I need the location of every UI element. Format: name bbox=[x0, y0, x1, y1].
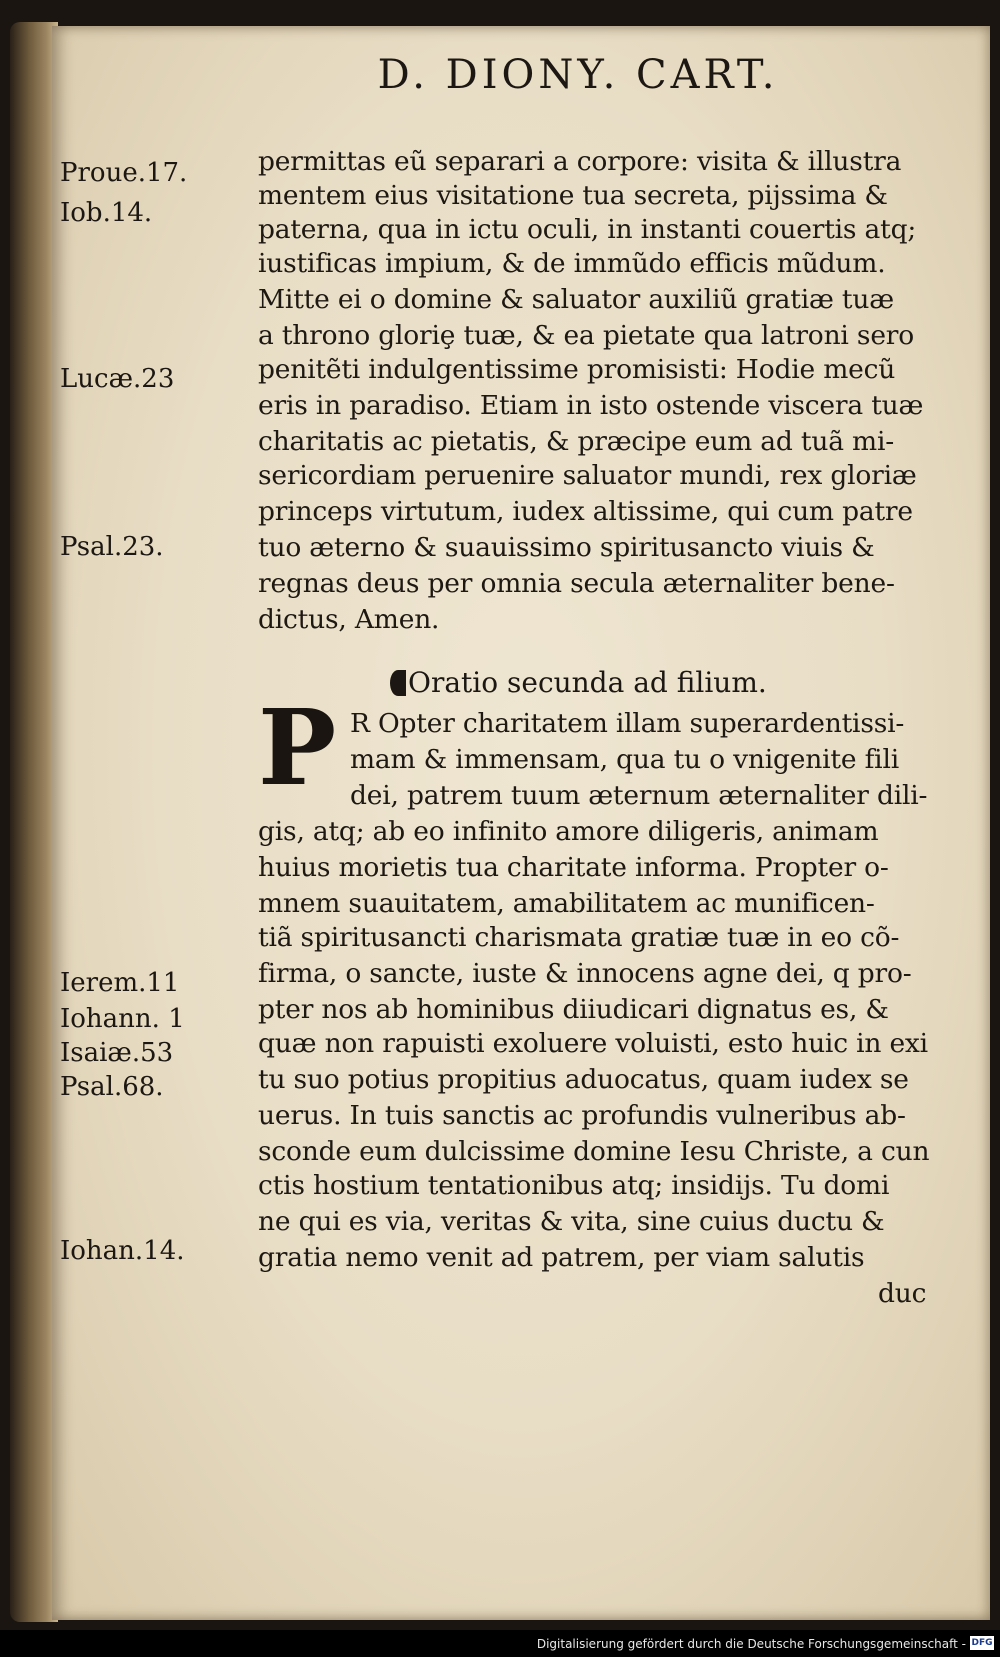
text-line: Mitte ei o domine & saluator auxiliũ gratiæ tuæ bbox=[258, 284, 894, 315]
section-heading bbox=[390, 666, 830, 699]
margin-note: Iohan.14. bbox=[60, 1236, 185, 1266]
text-line: R Opter charitatem illam superardentissi- bbox=[350, 708, 905, 739]
text-line: tuo æterno & suauissimo spiritusancto viuis & bbox=[258, 532, 875, 563]
text-line: dictus, Amen. bbox=[258, 604, 440, 635]
text-line: penitẽti indulgentissime promisisti: Hodie mecũ bbox=[258, 354, 896, 385]
margin-note: Iob.14. bbox=[60, 198, 153, 228]
drop-cap-initial: P bbox=[258, 686, 337, 809]
text-line: pter nos ab hominibus diiudicari dignatus es, & bbox=[258, 994, 889, 1025]
text-line: princeps virtutum, iudex altissime, qui cum patre bbox=[258, 496, 913, 527]
margin-note: Ierem.11 bbox=[60, 968, 180, 998]
text-line: iustificas impium, & de immũdo efficis mũdum. bbox=[258, 248, 886, 279]
funding-credit: Digitalisierung gefördert durch die Deutsche Forschungsgemeinschaft - bbox=[536, 1637, 966, 1651]
text-line: huius morietis tua charitate informa. Propter o- bbox=[258, 852, 889, 883]
text-line: uerus. In tuis sanctis ac profundis vulneribus ab- bbox=[258, 1100, 906, 1131]
margin-note: Proue.17. bbox=[60, 158, 188, 188]
text-line: paterna, qua in ictu oculi, in instanti couertis atq; bbox=[258, 214, 917, 245]
footer-bar bbox=[0, 1630, 1000, 1657]
running-head: D. DIONY. CART. bbox=[377, 52, 779, 98]
text-line: gratia nemo venit ad patrem, per viam salutis bbox=[258, 1242, 865, 1273]
text-line: a throno gloriȩ tuæ, & ea pietate qua latroni sero bbox=[258, 320, 915, 351]
text-line: permittas eũ separari a corpore: visita & illustra bbox=[258, 146, 902, 177]
text-line: regnas deus per omnia secula æternaliter bene- bbox=[258, 568, 895, 599]
dfg-logo: DFG bbox=[971, 1638, 993, 1648]
section-heading-text: Oratio secunda ad filium. bbox=[408, 666, 767, 699]
text-line: eris in paradiso. Etiam in isto ostende viscera tuæ bbox=[258, 390, 924, 421]
text-line: mam & immensam, qua tu o vnigenite fili bbox=[350, 744, 900, 775]
margin-note: Lucæ.23 bbox=[60, 364, 175, 394]
text-line: mnem suauitatem, amabilitatem ac munificen- bbox=[258, 888, 875, 919]
text-line: quæ non rapuisti exoluere voluisti, esto huic in exi bbox=[258, 1028, 928, 1059]
text-line: tu suo potius propitius aduocatus, quam iudex se bbox=[258, 1064, 909, 1095]
text-line: charitatis ac pietatis, & præcipe eum ad tuã mi- bbox=[258, 426, 894, 457]
margin-note: Psal.68. bbox=[60, 1072, 164, 1102]
text-line: mentem eius visitatione tua secreta, pijssima & bbox=[258, 180, 888, 211]
margin-note: Iohann. 1 bbox=[60, 1004, 185, 1034]
text-line: tiã spiritusancti charismata gratiæ tuæ in eo cõ- bbox=[258, 922, 900, 953]
catchword: duc bbox=[878, 1278, 927, 1309]
paragraph-mark-icon bbox=[390, 670, 406, 696]
text-line: ctis hostium tentationibus atq; insidijs. Tu domi bbox=[258, 1170, 890, 1201]
text-line: gis, atq; ab eo infinito amore diligeris, animam bbox=[258, 816, 879, 847]
text-line: sericordiam peruenire saluator mundi, rex gloriæ bbox=[258, 460, 917, 491]
text-line: ne qui es via, veritas & vita, sine cuius ductu & bbox=[258, 1206, 885, 1237]
margin-note: Isaiæ.53 bbox=[60, 1038, 174, 1068]
text-line: firma, o sancte, iuste & innocens agne dei, q pro- bbox=[258, 958, 912, 989]
text-line: dei, patrem tuum æternum æternaliter dili- bbox=[350, 780, 928, 811]
margin-note: Psal.23. bbox=[60, 532, 164, 562]
book-edge bbox=[10, 22, 58, 1622]
text-line: sconde eum dulcissime domine Iesu Christe, a cun bbox=[258, 1136, 930, 1167]
